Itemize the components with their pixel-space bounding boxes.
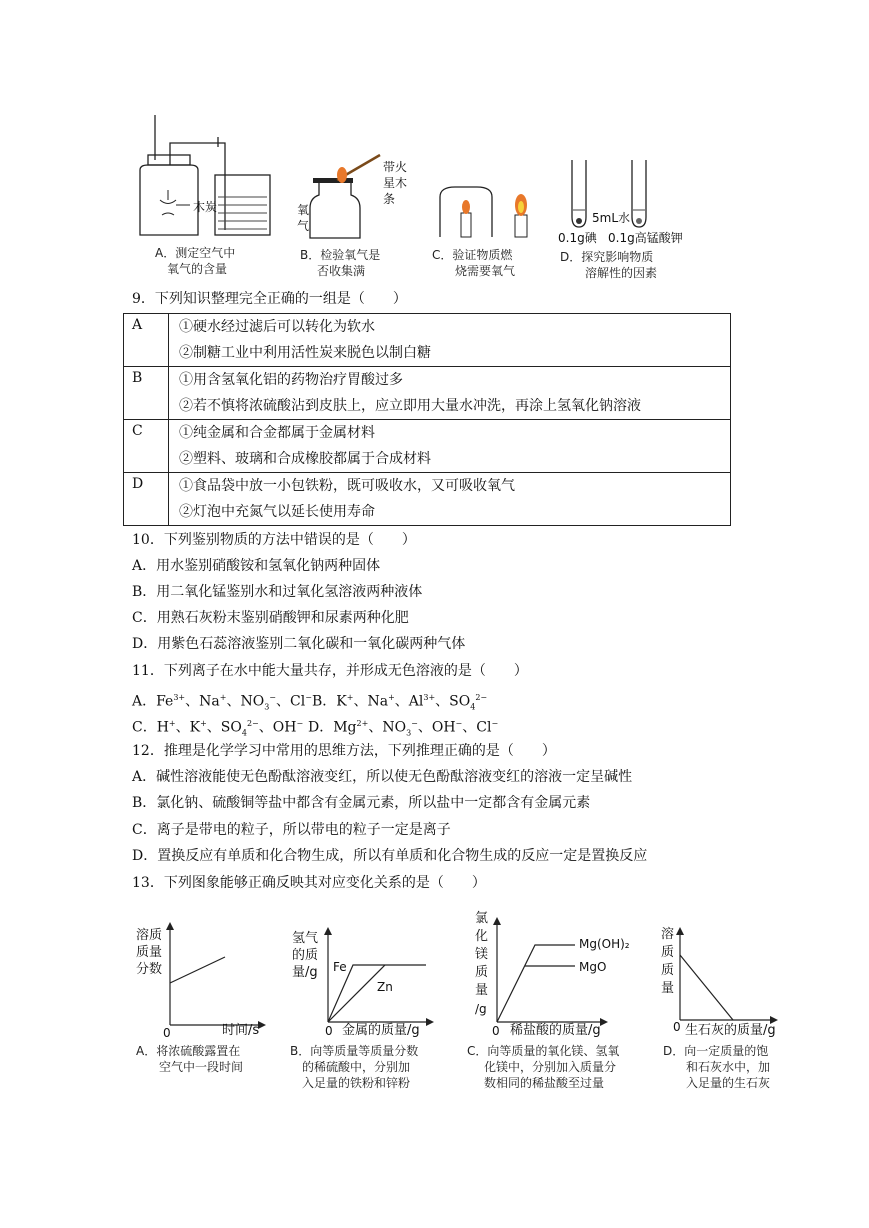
graph-d-xlabel: 生石灰的质量/g [685,1023,776,1038]
graph-d-ylabel-2: 质 [661,945,675,960]
graph-d-ylabel-3: 质 [661,963,675,978]
caption-c-2: 烧需要氧气 [455,264,516,278]
graph-d [670,925,780,1025]
graph-b-ylabel-1: 氢气 [292,931,319,946]
apparatus-c-drawing [435,185,545,240]
label-splint-1: 带火 [383,160,408,174]
graph-c-ylabel-1: 氯 [475,911,489,926]
graph-a-origin: 0 [163,1026,171,1040]
label-splint-3: 条 [383,192,396,206]
q10-option-a: A．用水鉴别硝酸铵和氢氧化钠两种固体 [132,558,381,574]
label-splint-2: 星木 [383,176,408,190]
q9-item: ②若不慎将浓硫酸沾到皮肤上，应立即用大量水冲洗，再涂上氢氧化钠溶液 [179,398,641,414]
q9-item: ②制糖工业中利用活性炭来脱色以制白糖 [179,345,431,361]
graph-c-ylabel-3: 镁 [475,947,489,962]
caption-a-1: A．测定空气中 [155,246,236,260]
graph-c-xlabel: 稀盐酸的质量/g [510,1023,601,1038]
q10-option-b: B．用二氧化锰鉴别水和过氧化氢溶液两种液体 [132,584,423,600]
caption-d-1: D．探究影响物质 [560,250,654,264]
graph-c-caption-1: C．向等质量的氧化镁、氢氧 [467,1044,620,1058]
graph-a-caption-1: A．将浓硫酸露置在 [136,1044,241,1058]
table-row [124,473,731,526]
q12-option-d: D．置换反应有单质和化合物生成，所以有单质和化合物生成的反应一定是置换反应 [132,848,648,864]
q12-stem: 12．推理是化学学习中常用的思维方法，下列推理正确的是（ ） [132,743,556,759]
caption-b-2: 否收集满 [317,264,366,278]
graph-c-line-mgoh2 [497,945,575,1022]
q9-item: ①纯金属和合金都属于金属材料 [179,425,375,441]
caption-d-2: 溶解性的因素 [585,266,658,280]
q9-key: C [124,420,169,473]
graph-d-caption-3: 入足量的生石灰 [686,1076,771,1090]
q12-option-c: C．离子是带电的粒子，所以带电的粒子一定是离子 [132,822,451,838]
table-row [124,314,731,367]
graph-c-ylabel-6: /g [475,1002,487,1016]
graph-d-ylabel-4: 量 [661,981,675,996]
graph-d-caption-2: 和石灰水中，加 [686,1060,771,1074]
graph-a-ylabel-1: 溶质 [136,928,163,943]
graph-c-origin: 0 [492,1024,500,1038]
graph-c-series-mgo: MgO [579,960,607,974]
graph-d-origin: 0 [673,1020,681,1034]
graph-a-caption-2: 空气中一段时间 [159,1060,244,1074]
caption-a-2: 氧气的含量 [167,262,228,276]
q11-option-b: B．K+、Na+、$Al^{3+}$、$SO_4^{2-}$ [312,693,488,712]
label-charcoal: 木炭 [193,200,218,214]
caption-b-1: B．检验氧气是 [300,248,381,262]
graph-b-origin: 0 [325,1024,333,1038]
q9-key: A [124,314,169,367]
q9-item: ①用含氢氧化铝的药物治疗胃酸过多 [179,372,403,388]
graph-c-ylabel-2: 化 [475,929,489,944]
graph-d-ylabel-1: 溶 [661,927,675,942]
q11-option-c: C．H+、K+、$SO_4^{2-}$、OH− [132,719,304,738]
graph-d-caption-1: D．向一定质量的饱 [663,1044,769,1058]
q12-option-a: A．碱性溶液能使无色酚酞溶液变红，所以使无色酚酞溶液变红的溶液一定呈碱性 [132,769,633,785]
graph-c-series-mgoh2: Mg(OH)₂ [579,937,630,951]
graph-c-caption-3: 数相同的稀盐酸至过量 [484,1076,605,1090]
apparatus-a-drawing [130,115,280,240]
q9-item: ②塑料、玻璃和合成橡胶都属于合成材料 [179,451,431,467]
graph-b-series-fe: Fe [333,960,347,974]
graph-c-ylabel-4: 质 [475,965,489,980]
graph-a-line [170,957,225,983]
graph-a-ylabel-2: 质量 [136,945,163,960]
graph-b-caption-1: B．向等质量等质量分数 [290,1044,419,1058]
graph-a-ylabel-3: 分数 [136,962,163,977]
graph-b-series-zn: Zn [377,980,393,994]
q9-item: ①硬水经过滤后可以转化为软水 [179,319,375,335]
q9-key: B [124,367,169,420]
q10-option-c: C．用熟石灰粉末鉴别硝酸钾和尿素两种化肥 [132,610,409,626]
table-row [124,367,731,420]
q12-option-b: B．氯化钠、硫酸铜等盐中都含有金属元素，所以盐中一定都含有金属元素 [132,795,591,811]
graph-d-line [680,955,733,1020]
graph-b-caption-2: 的稀硫酸中，分别加 [302,1060,411,1074]
label-oxygen-1: 氧 [297,203,310,217]
graph-c-caption-2: 化镁中，分别加入质量分 [484,1060,617,1074]
graph-b [318,925,433,1025]
q11-option-a: A．$Fe^{3+}$、Na+、$NO_3^-$、Cl− [132,693,312,712]
graph-b-ylabel-3: 量/g [292,965,318,980]
q11-stem: 11．下列离子在水中能大量共存，并形成无色溶液的是（ ） [132,663,528,679]
q9-key: D [124,473,169,526]
caption-c-1: C．验证物质燃 [432,248,513,262]
label-kmno4: 0.1g高锰酸钾 [608,231,683,245]
table-row [124,420,731,473]
q9-item: ①食品袋中放一小包铁粉，既可吸收水，又可吸收氧气 [179,478,515,494]
graph-b-xlabel: 金属的质量/g [342,1023,420,1038]
label-oxygen-2: 气 [297,219,310,233]
label-iodine: 0.1g碘 [558,231,597,245]
q9-stem: 9．下列知识整理完全正确的一组是（ ） [132,291,407,307]
apparatus-b-drawing [305,150,385,240]
q11-option-d: D．$Mg^{2+}$、$NO_3^-$、OH−、Cl− [308,719,499,738]
graph-b-ylabel-2: 的质 [292,948,319,963]
q9-table [123,313,731,526]
q10-option-d: D．用紫色石蕊溶液鉴别二氧化碳和一氧化碳两种气体 [132,636,466,652]
q10-stem: 10．下列鉴别物质的方法中错误的是（ ） [132,532,416,548]
graph-c-ylabel-5: 量 [475,983,489,998]
graph-a-xlabel: 时间/s [222,1023,260,1038]
graph-b-caption-3: 入足量的铁粉和锌粉 [302,1076,411,1090]
label-water: 5mL水 [592,211,631,225]
graph-a [160,920,270,1030]
q13-stem: 13．下列图象能够正确反映其对应变化关系的是（ ） [132,875,486,891]
q9-item: ②灯泡中充氮气以延长使用寿命 [179,504,375,520]
